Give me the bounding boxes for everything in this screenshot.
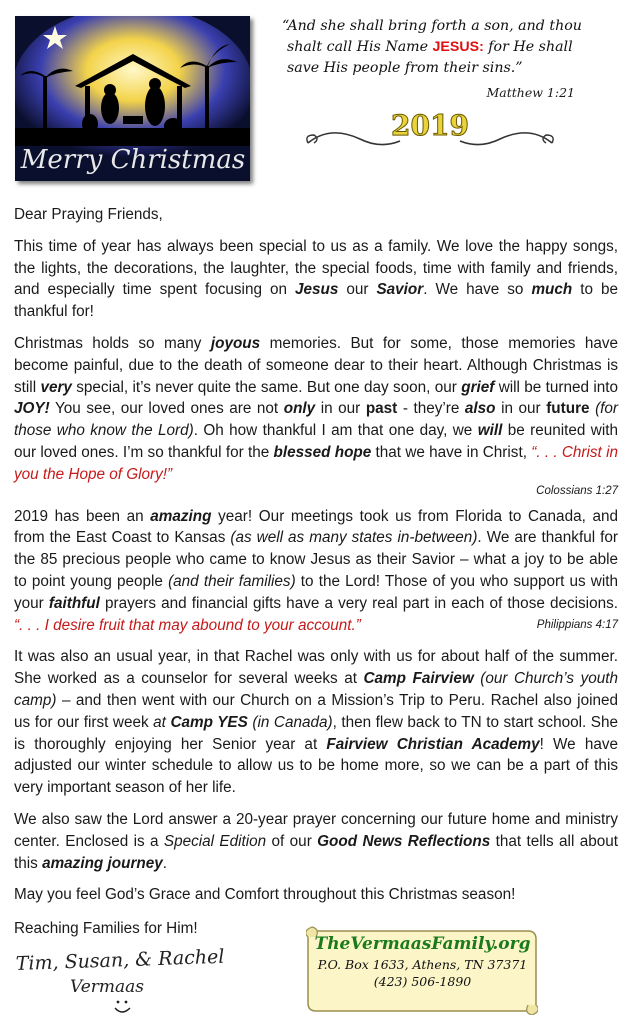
nativity-illustration [15,16,250,181]
paragraph-2: Christmas holds so many joyous memories. But for some, those memories have become painful, due to the death of someone dear to their heart. Although Christmas is still very special, it’s never quite the same. But one day soon, our grief will be turned into JOY! You see, our loved ones are not only in our past - they’re also in our future (for those who know the Lord). Oh how thankful I am that one day, we will be reunited with our loved ones. I’m so thankful for the blessed hope that we have in Christ, “. . . Christ in you the Hope of Glory!” [14,334,619,483]
year-text: 2019 [391,109,469,142]
quote-line-1 [282,16,582,37]
paragraph-1: This time of year has always been special to us as a family. We love the happy songs, the lights, the decorations, the laughter, the special foods, time with family and friends, and especially time spent focusing on Jesus our Savior. We have so much to be thankful for! [14,237,618,321]
year-ornament [300,105,560,160]
paragraph-4: It was also an usual year, in that Rachel was only with us for about half of the summer. She worked as a counselor for several weeks at Camp Fairview (our Church’s youth camp) – and then went with our Church on a Mission’s Trip to Peru. Rachel also joined us for our first week at Camp YES (in Canada), then flew back to TN to start school. She is thoroughly enjoying her Senior year at Fairview Christian Academy! We have adjusted our winter schedule to allow us to be home more, so we can be a part of this very important season of her life. [14,648,619,797]
paragraph-3: 2019 has been an amazing year! Our meetings took us from Florida to Canada, and from the East Coast to Kansas (as well as many states in-between). We are thankful for the 85 precious people who came to know Jesus as their Savior – what a joy to be able to point young people (and their families) to the Lord! Those of you who support us with your faithful prayers and financial gifts have a very real part in each of those decisions. “. . . I desire fruit that may abound to your account.” Philippians 4:17 [14,507,618,634]
paragraph-6: May you feel God’s Grace and Comfort throughout this Christmas season! [14,886,516,904]
quote-reference: Matthew 1:21 [486,85,575,100]
phone-text: (423) 506-1890 [373,974,472,989]
letter-body [14,204,618,916]
website-text: TheVermaasFamily.org [314,934,531,954]
quote-text: save His people from their sins.” [287,60,523,76]
quote-line-2 [282,37,582,58]
contact-info [300,932,545,990]
quote-line-3 [282,58,582,79]
address-text: P.O. Box 1633, Athens, TN 37371 [317,957,528,972]
scripture-red-2: “. . . I desire fruit that may abound to your account.” [14,616,361,634]
quote-jesus-word: JESUS: [432,39,484,55]
closing-line: Reaching Families for Him! [14,920,198,937]
citation-philippians: Philippians 4:17 [536,618,618,631]
scripture-red-1: “. . . Christ in you the Hope of Glory!” [14,443,618,483]
svg-text:Tim, Susan, & Rachel: Tim, Susan, & Rachel [15,945,225,975]
svg-text:Vermaas: Vermaas [70,977,145,997]
nativity-card-image [15,16,250,181]
greeting: Dear Praying Friends, [14,206,163,223]
card-caption-text: Merry Christmas [20,145,246,175]
scripture-quote [282,16,582,79]
handwritten-signature [10,940,270,1020]
quote-text: for He shall [483,39,573,55]
paragraph-5: We also saw the Lord answer a 20-year prayer concerning our future home and ministry center. Enclosed is a Special Edition of our Good News Reflections that tells all about this amazing journey. [14,810,618,872]
quote-text: “And she shall bring forth a son, and thou [282,18,582,34]
citation-colossians: Colossians 1:27 [536,484,618,497]
quote-text: shalt call His Name [287,39,433,55]
